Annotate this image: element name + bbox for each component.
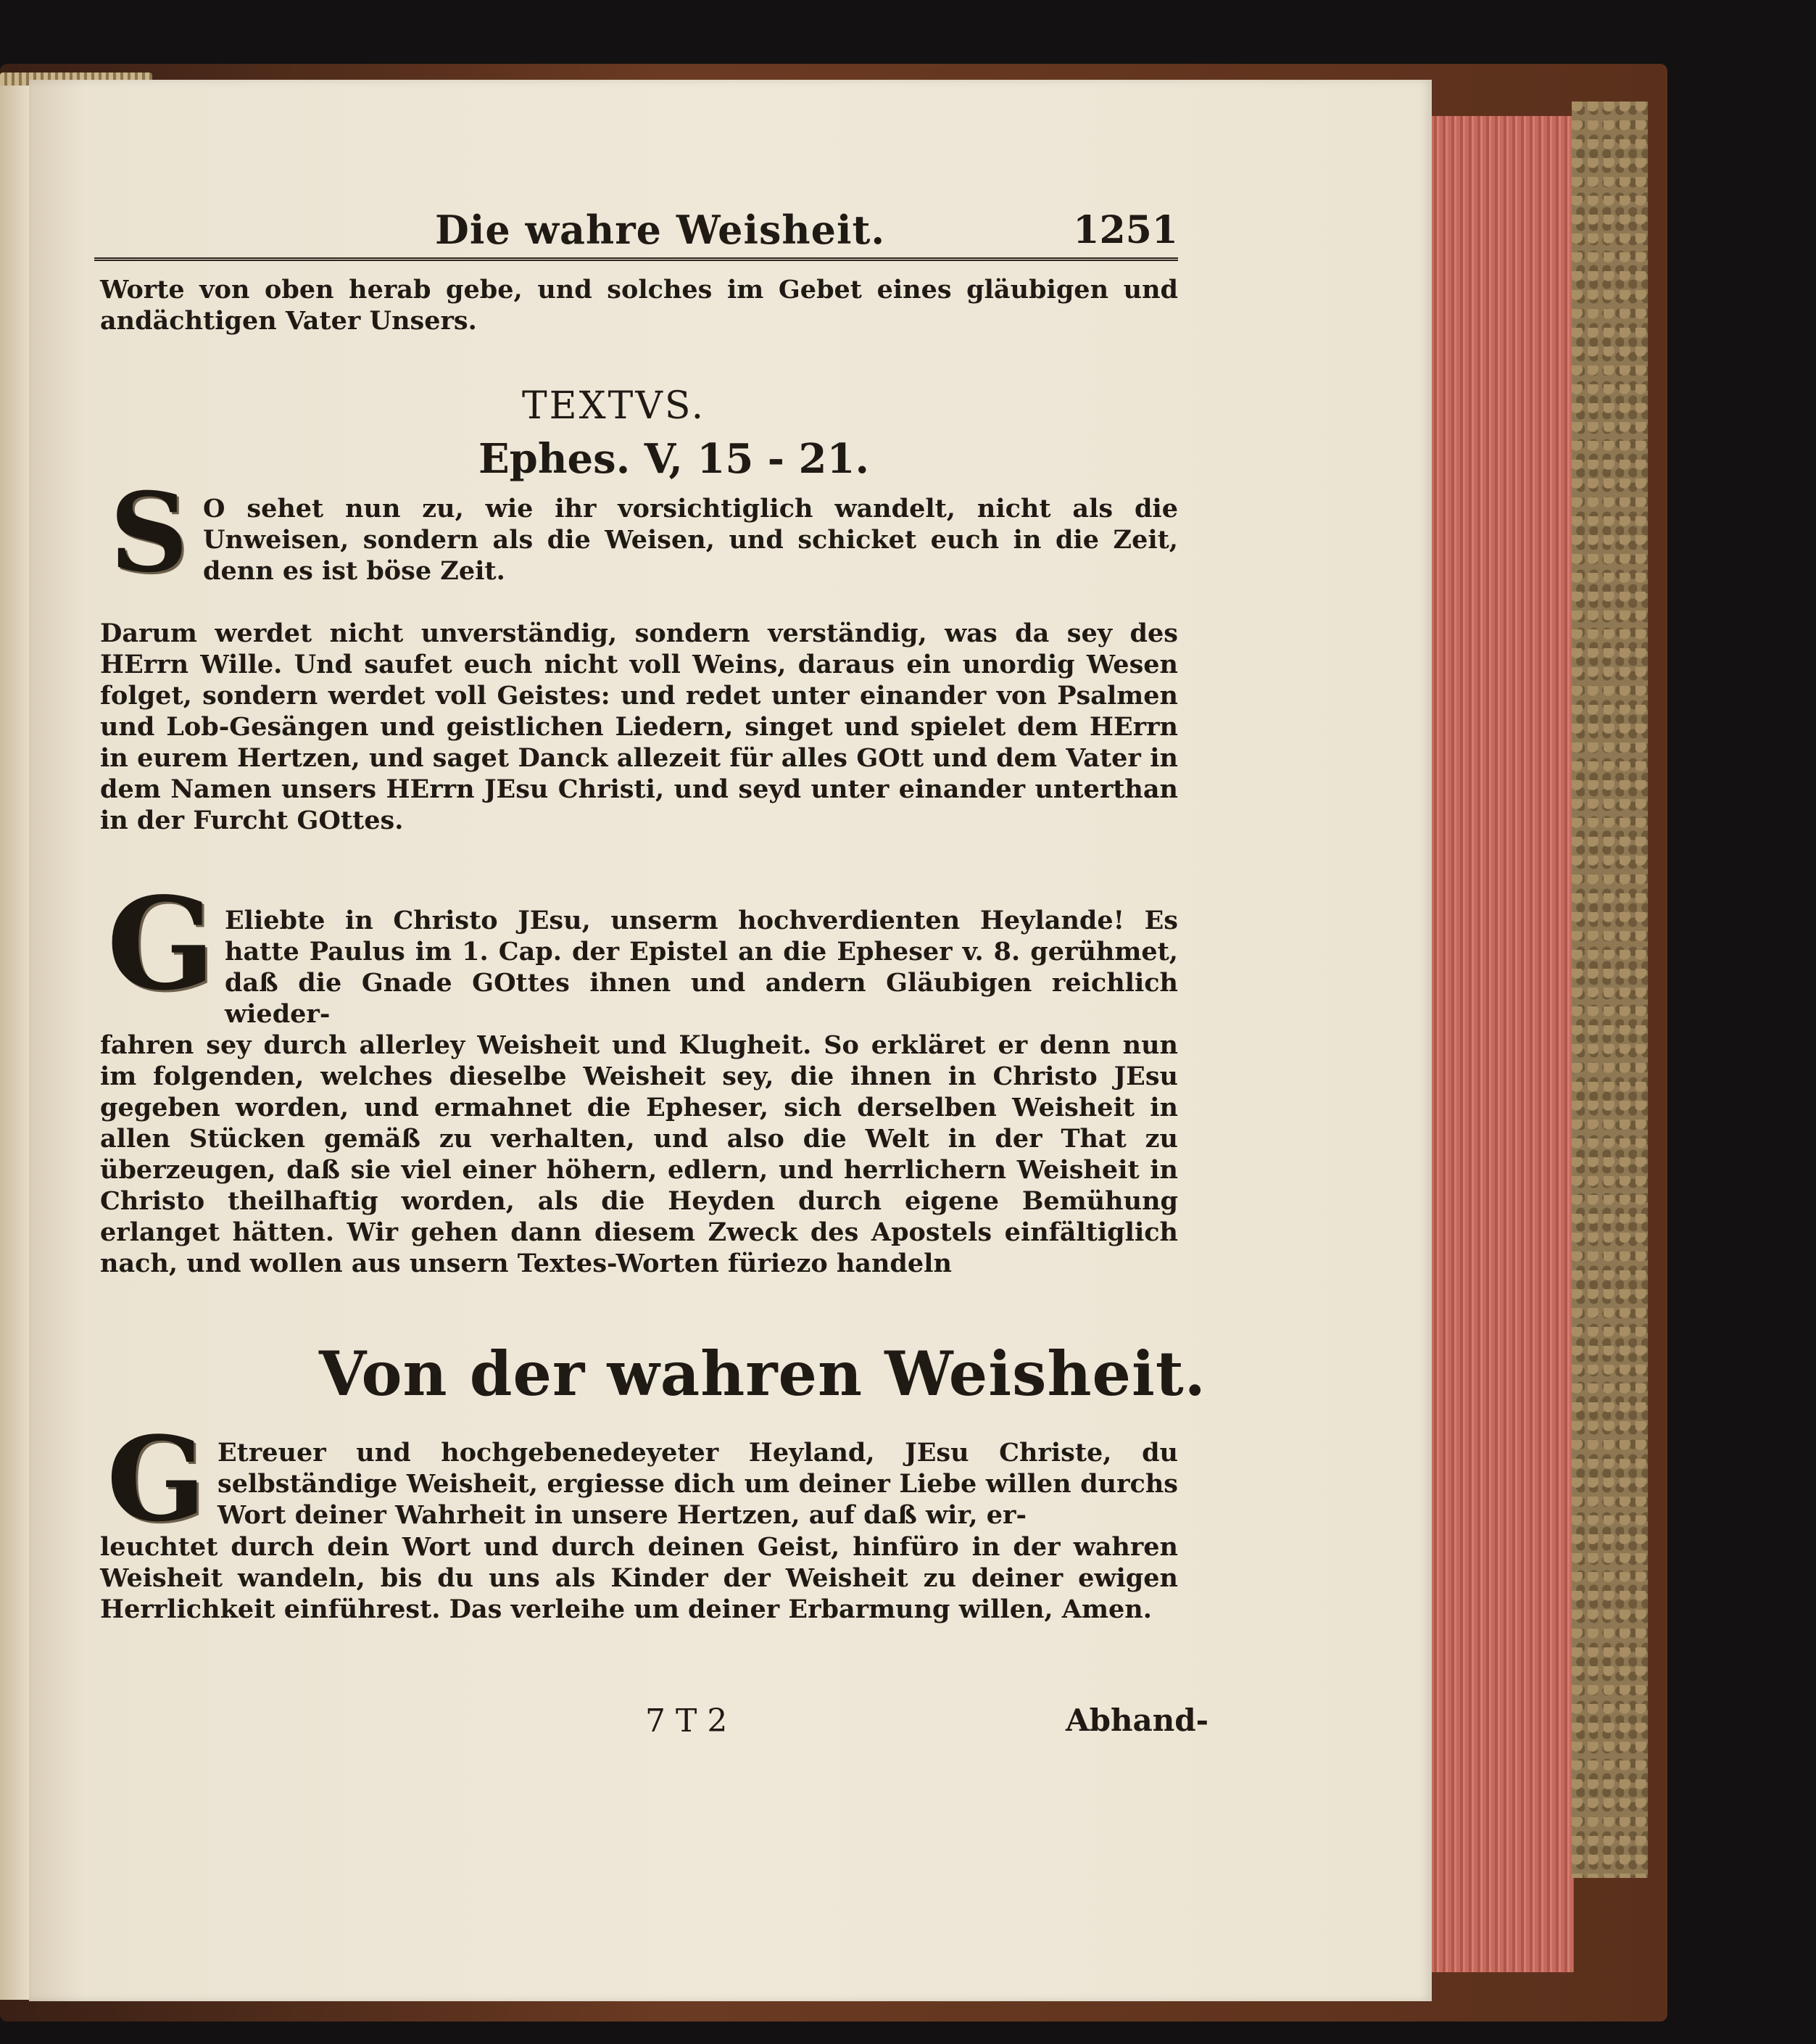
section-heading: TEXTVS. — [522, 384, 706, 428]
drop-cap-initial: G — [107, 870, 215, 1019]
scripture-text-lead: O sehet nun zu, wie ihr vorsichtiglich wandelt, nicht als die Unweisen, sondern als die Weisen, und schicket euch in die Zeit, denn es ist böse Zeit. — [203, 494, 1178, 586]
sermon-title: Von der wahren Weisheit. — [319, 1338, 1206, 1410]
marbled-board — [1572, 102, 1648, 1878]
intro-paragraph: Worte von oben herab gebe, und solches im Gebet eines gläubigen und andächtigen Vater Unsers. — [100, 275, 1178, 336]
prayer-body: leuchtet durch dein Wort und durch deinen Geist, hinfüro in der wahren Weisheit wandeln, bis du uns als Kinder der Weisheit zu deiner ewigen Herrlichkeit einführest. Das verleihe um deiner Erbarmung willen, Amen. — [100, 1532, 1178, 1624]
exordium-lead: Eliebte in Christo JEsu, unserm hochverdienten Heylande! Es hatte Paulus im 1. Cap. der Epistel an die Epheser v. 8. gerühmet, daß die Gnade GOttes ihnen und andern Gläubigen reichlich wieder- — [225, 906, 1178, 1029]
drop-cap-initial: S — [109, 469, 188, 597]
drop-cap-initial: G — [107, 1411, 206, 1547]
signature-mark: 7 T 2 — [645, 1702, 728, 1739]
catchword: Abhand- — [1066, 1702, 1209, 1738]
scripture-text-body: Darum werdet nicht unverständig, sondern verständig, was da sey des HErrn Wille. Und saufet euch nicht voll Weins, daraus ein unordig Wesen folget, sondern werdet voll Geistes: und redet unter einander von Psalmen und Lob-Gesängen und geistlichen Liedern, singet und spielet dem HErrn in eurem Hertzen, und saget Danck allezeit für alles GOtt und dem Vater in dem Namen unsers HErrn JEsu Christi, und seyd unter einander unterthan in der Furcht GOttes. — [100, 618, 1178, 835]
left-page-edge — [0, 86, 29, 2000]
page-number: 1251 — [1073, 208, 1178, 252]
exordium-body: fahren sey durch allerley Weisheit und Klugheit. So erkläret er denn nun im folgenden, welches dieselbe Weisheit sey, die ihnen in Christo JEsu gegeben worden, und ermahnet die Epheser, sich derselben Weisheit in allen Stücken gemäß zu verhalten, und also die Welt in der That zu überzeugen, daß sie viel einer höhern, edlern, und herrlichern Weisheit in Christo theilhaftig worden, als die Heyden durch eigene Bemühung erlanget hätten. Wir gehen dann diesem Zweck des Apostels einfältiglich nach, und wollen aus unsern Textes-Worten füriezo handeln — [100, 1030, 1178, 1278]
page-edge-stack — [1419, 116, 1574, 1972]
prayer-lead: Etreuer und hochgebenedeyeter Heyland, JEsu Christe, du selbständige Weisheit, ergiesse dich um deiner Liebe willen durchs Wort deiner Wahrheit in unsere Hertzen, auf daß wir, er- — [217, 1438, 1178, 1530]
scripture-reference: Ephes. V, 15 - 21. — [478, 435, 869, 483]
running-head — [94, 207, 1178, 261]
running-title: Die wahre Weisheit. — [435, 207, 886, 253]
